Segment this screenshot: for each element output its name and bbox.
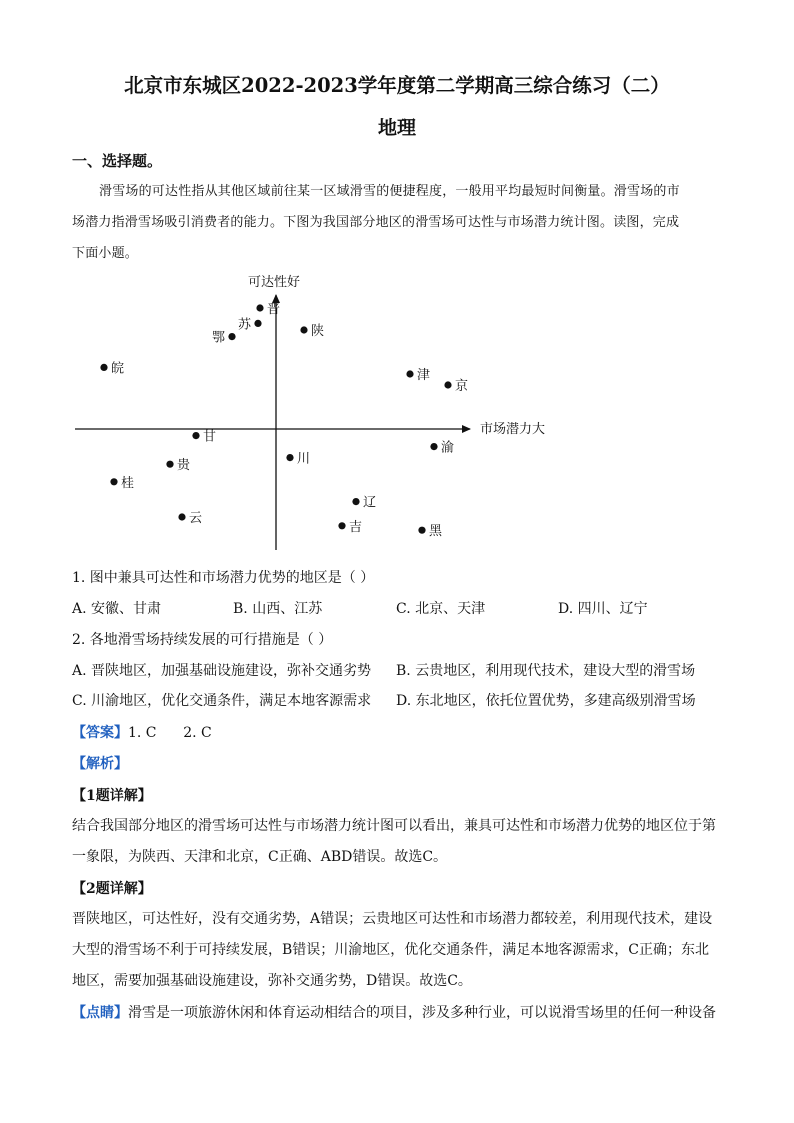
intro-paragraph [72, 176, 722, 269]
point-12 [352, 498, 359, 505]
remark-tag: 【点睛】 [72, 1005, 128, 1021]
remark-text: 滑雪是一项旅游休闲和体育运动相结合的项目，涉及多种行业，可以说滑雪场里的任何一种设备 [128, 1005, 716, 1021]
point-14 [418, 527, 425, 534]
detail-2-tag: 【2题详解】 [72, 881, 152, 897]
y-axis-label: 可达性好 [247, 275, 301, 290]
question-1-stem: 1. 图中兼具可达性和市场潜力优势的地区是（ ） [72, 570, 375, 586]
subject-title: 地理 [377, 117, 416, 139]
point-11 [430, 443, 437, 450]
section-heading: 一、选择题。 [72, 152, 163, 170]
point-13 [338, 522, 345, 529]
detail-1-line-1: 结合我国部分地区的滑雪场可达性与市场潜力统计图可以看出，兼具可达性和市场潜力优势的地区位于第 [72, 818, 716, 834]
q2-option-c: C. 川渝地区，优化交通条件，满足本地客源需求 [72, 693, 372, 709]
point-label-8: 贵 [177, 458, 191, 474]
point-7 [192, 432, 199, 439]
point-label-4: 皖 [111, 361, 125, 377]
page-title: 北京市东城区2022-2023学年度第二学期高三综合练习（二） [124, 74, 670, 97]
detail-1-line-2: 一象限，为陕西、天津和北京，C正确、ABD错误。故选C。 [72, 849, 448, 865]
point-label-0: 晋 [267, 302, 281, 317]
q1-option-c: C. 北京、天津 [396, 601, 486, 617]
point-label-9: 桂 [121, 475, 135, 491]
point-label-15: 云 [189, 511, 203, 526]
question-2-stem: 2. 各地滑雪场持续发展的可行措施是（ ） [72, 632, 333, 648]
point-label-7: 甘 [203, 429, 217, 445]
q1-option-d: D. 四川、辽宁 [558, 601, 648, 617]
x-axis-label: 市场潜力大 [480, 422, 546, 437]
point-8 [166, 461, 173, 468]
intro-line-2: 场潜力指滑雪场吸引消费者的能力。下图为我国部分地区的滑雪场可达性与市场潜力统计图。读图，完成 [72, 215, 680, 230]
point-6 [444, 381, 451, 388]
point-3 [300, 326, 307, 333]
remark-line [72, 1002, 716, 1022]
point-4 [100, 364, 107, 371]
detail-2-line-2: 大型的滑雪场不利于可持续发展，B错误；川渝地区，优化交通条件，满足本地客源需求，C正确；东北 [72, 942, 709, 958]
q2-option-a: A. 晋陕地区，加强基础设施建设，弥补交通劣势 [72, 663, 372, 679]
point-1 [254, 320, 261, 327]
accessibility-market-chart [60, 265, 560, 560]
point-label-2: 鄂 [211, 330, 225, 346]
answer-line [72, 722, 212, 742]
point-2 [228, 333, 235, 340]
point-label-3: 陕 [311, 324, 325, 339]
point-15 [178, 513, 185, 520]
point-label-11: 渝 [441, 440, 455, 456]
point-label-5: 津 [417, 368, 431, 383]
intro-line-3: 下面小题。 [72, 246, 139, 261]
point-label-12: 辽 [363, 495, 377, 511]
point-label-6: 京 [455, 379, 469, 394]
point-label-1: 苏 [237, 317, 251, 333]
detail-1-tag: 【1题详解】 [72, 788, 152, 804]
answer-text: 1. C 2. C [128, 725, 212, 741]
detail-2-line-3: 地区，需要加强基础设施建设，弥补交通劣势，D错误。故选C。 [72, 973, 472, 989]
detail-2-line-1: 晋陕地区，可达性好，没有交通劣势，A错误；云贵地区可达性和市场潜力都较差，利用现代技术，建设 [72, 911, 713, 927]
intro-line-1: 滑雪场的可达性指从其他区域前往某一区域滑雪的便捷程度，一般用平均最短时间衡量。滑雪场的市 [99, 184, 680, 199]
q2-option-b: B. 云贵地区，利用现代技术，建设大型的滑雪场 [396, 663, 696, 679]
point-label-13: 吉 [349, 519, 363, 535]
point-9 [110, 478, 117, 485]
q1-option-b: B. 山西、江苏 [233, 601, 323, 617]
point-10 [286, 454, 293, 461]
point-0 [256, 304, 263, 311]
point-label-10: 川 [297, 451, 311, 467]
q2-option-d: D. 东北地区，依托位置优势，多建高级别滑雪场 [396, 693, 696, 709]
scatter-points [100, 302, 468, 539]
answer-tag: 【答案】 [72, 725, 128, 741]
q1-option-a: A. 安徽、甘肃 [72, 601, 162, 617]
analysis-tag: 【解析】 [72, 756, 128, 772]
point-label-14: 黑 [429, 524, 443, 540]
point-5 [406, 370, 413, 377]
